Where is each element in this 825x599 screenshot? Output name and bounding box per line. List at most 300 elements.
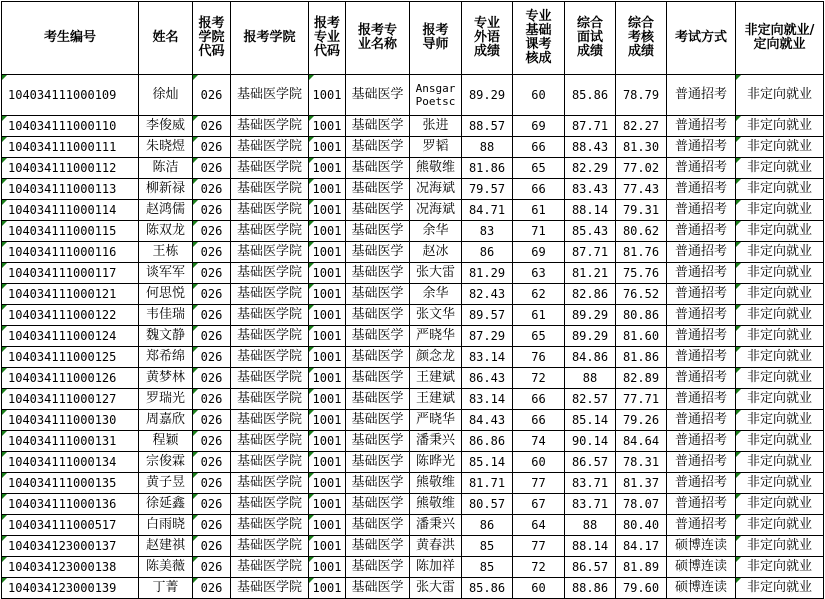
- cell-interview-score: 89.29: [565, 326, 616, 347]
- cell-interview-score: 85.86: [565, 75, 616, 116]
- cell-major-code: 1001: [309, 305, 346, 326]
- cell-employment-type: 非定向就业: [736, 221, 824, 242]
- cell-foreign-language-score: 81.86: [462, 158, 513, 179]
- cell-major-code: 1001: [309, 242, 346, 263]
- cell-name: 黄子昱: [139, 473, 193, 494]
- cell-employment-type: 非定向就业: [736, 473, 824, 494]
- cell-school-code: 026: [193, 200, 231, 221]
- cell-basic-course-score: 60: [513, 452, 565, 473]
- table-row: [2, 494, 824, 515]
- cell-comprehensive-score: 77.43: [616, 179, 667, 200]
- cell-major-code: 1001: [309, 263, 346, 284]
- cell-interview-score: 82.29: [565, 158, 616, 179]
- cell-candidate-id: 104034111000130: [2, 410, 139, 431]
- table-row: [2, 116, 824, 137]
- cell-supervisor: 陈加祥: [410, 557, 462, 578]
- cell-major-code: 1001: [309, 137, 346, 158]
- table-row: [2, 263, 824, 284]
- cell-employment-type: 非定向就业: [736, 116, 824, 137]
- table-row: [2, 410, 824, 431]
- cell-exam-type: 普通招考: [667, 326, 736, 347]
- cell-supervisor: 况海斌: [410, 200, 462, 221]
- cell-exam-type: 普通招考: [667, 410, 736, 431]
- cell-exam-type: 普通招考: [667, 116, 736, 137]
- table-row: [2, 326, 824, 347]
- cell-interview-score: 89.29: [565, 305, 616, 326]
- cell-comprehensive-score: 84.17: [616, 536, 667, 557]
- cell-school: 基础医学院: [231, 347, 309, 368]
- cell-candidate-id: 104034111000135: [2, 473, 139, 494]
- table-row: [2, 284, 824, 305]
- cell-major-name: 基础医学: [346, 242, 410, 263]
- cell-school-code: 026: [193, 221, 231, 242]
- cell-foreign-language-score: 84.43: [462, 410, 513, 431]
- cell-name: 罗瑞光: [139, 389, 193, 410]
- cell-exam-type: 普通招考: [667, 494, 736, 515]
- cell-basic-course-score: 69: [513, 242, 565, 263]
- cell-major-code: 1001: [309, 116, 346, 137]
- cell-major-code: 1001: [309, 158, 346, 179]
- cell-supervisor: 王建斌: [410, 389, 462, 410]
- cell-interview-score: 84.86: [565, 347, 616, 368]
- cell-basic-course-score: 77: [513, 473, 565, 494]
- table-row: [2, 347, 824, 368]
- cell-exam-type: 普通招考: [667, 200, 736, 221]
- cell-employment-type: 非定向就业: [736, 242, 824, 263]
- cell-major-code: 1001: [309, 410, 346, 431]
- cell-school: 基础医学院: [231, 305, 309, 326]
- table-row: [2, 221, 824, 242]
- cell-basic-course-score: 61: [513, 200, 565, 221]
- cell-major-name: 基础医学: [346, 389, 410, 410]
- cell-comprehensive-score: 81.86: [616, 347, 667, 368]
- cell-basic-course-score: 61: [513, 305, 565, 326]
- cell-foreign-language-score: 86: [462, 515, 513, 536]
- cell-foreign-language-score: 88.57: [462, 116, 513, 137]
- header-comprehensive-score: 综合考核成绩: [616, 2, 667, 75]
- cell-supervisor: 况海斌: [410, 179, 462, 200]
- cell-name: 陈洁: [139, 158, 193, 179]
- cell-comprehensive-score: 76.52: [616, 284, 667, 305]
- cell-supervisor: 王建斌: [410, 368, 462, 389]
- cell-supervisor: Ansgar Poetsc: [410, 75, 462, 116]
- cell-major-name: 基础医学: [346, 410, 410, 431]
- cell-major-code: 1001: [309, 326, 346, 347]
- cell-school: 基础医学院: [231, 75, 309, 116]
- cell-candidate-id: 104034111000117: [2, 263, 139, 284]
- cell-comprehensive-score: 81.76: [616, 242, 667, 263]
- cell-school-code: 026: [193, 179, 231, 200]
- cell-major-code: 1001: [309, 557, 346, 578]
- cell-major-name: 基础医学: [346, 452, 410, 473]
- cell-supervisor: 张大雷: [410, 263, 462, 284]
- cell-exam-type: 普通招考: [667, 75, 736, 116]
- cell-foreign-language-score: 85.86: [462, 578, 513, 599]
- cell-exam-type: 普通招考: [667, 242, 736, 263]
- cell-school: 基础医学院: [231, 242, 309, 263]
- cell-interview-score: 87.71: [565, 116, 616, 137]
- header-employment-type: 非定向就业/定向就业: [736, 2, 824, 75]
- cell-comprehensive-score: 84.64: [616, 431, 667, 452]
- cell-comprehensive-score: 81.60: [616, 326, 667, 347]
- cell-major-name: 基础医学: [346, 431, 410, 452]
- cell-major-name: 基础医学: [346, 200, 410, 221]
- cell-candidate-id: 104034123000138: [2, 557, 139, 578]
- cell-major-name: 基础医学: [346, 179, 410, 200]
- cell-name: 谈军军: [139, 263, 193, 284]
- cell-major-code: 1001: [309, 536, 346, 557]
- cell-exam-type: 普通招考: [667, 473, 736, 494]
- cell-major-name: 基础医学: [346, 284, 410, 305]
- cell-major-name: 基础医学: [346, 326, 410, 347]
- cell-foreign-language-score: 83.14: [462, 347, 513, 368]
- cell-interview-score: 86.57: [565, 452, 616, 473]
- table-row: [2, 75, 824, 116]
- cell-interview-score: 86.57: [565, 557, 616, 578]
- cell-interview-score: 83.71: [565, 473, 616, 494]
- cell-school-code: 026: [193, 389, 231, 410]
- cell-candidate-id: 104034111000121: [2, 284, 139, 305]
- cell-foreign-language-score: 83: [462, 221, 513, 242]
- table-row: [2, 452, 824, 473]
- cell-school: 基础医学院: [231, 221, 309, 242]
- header-supervisor: 报考导师: [410, 2, 462, 75]
- cell-major-name: 基础医学: [346, 305, 410, 326]
- cell-employment-type: 非定向就业: [736, 368, 824, 389]
- cell-candidate-id: 104034111000112: [2, 158, 139, 179]
- cell-foreign-language-score: 82.43: [462, 284, 513, 305]
- cell-exam-type: 普通招考: [667, 158, 736, 179]
- cell-school: 基础医学院: [231, 179, 309, 200]
- cell-school: 基础医学院: [231, 578, 309, 599]
- cell-name: 陈双龙: [139, 221, 193, 242]
- cell-name: 王栋: [139, 242, 193, 263]
- cell-basic-course-score: 66: [513, 410, 565, 431]
- cell-employment-type: 非定向就业: [736, 347, 824, 368]
- cell-school-code: 026: [193, 494, 231, 515]
- cell-exam-type: 普通招考: [667, 221, 736, 242]
- cell-exam-type: 普通招考: [667, 431, 736, 452]
- cell-employment-type: 非定向就业: [736, 158, 824, 179]
- cell-supervisor: 黄春洪: [410, 536, 462, 557]
- table-row: [2, 578, 824, 599]
- cell-comprehensive-score: 82.89: [616, 368, 667, 389]
- cell-exam-type: 普通招考: [667, 263, 736, 284]
- cell-school: 基础医学院: [231, 536, 309, 557]
- cell-basic-course-score: 77: [513, 536, 565, 557]
- cell-school-code: 026: [193, 284, 231, 305]
- cell-major-name: 基础医学: [346, 536, 410, 557]
- cell-comprehensive-score: 80.86: [616, 305, 667, 326]
- cell-interview-score: 82.57: [565, 389, 616, 410]
- cell-school: 基础医学院: [231, 389, 309, 410]
- table-row: [2, 536, 824, 557]
- cell-supervisor: 潘秉兴: [410, 515, 462, 536]
- cell-school: 基础医学院: [231, 494, 309, 515]
- cell-name: 黄梦林: [139, 368, 193, 389]
- cell-comprehensive-score: 81.89: [616, 557, 667, 578]
- cell-candidate-id: 104034111000136: [2, 494, 139, 515]
- table-body: [2, 75, 824, 599]
- header-basic-course-score: 专业基础课考核成: [513, 2, 565, 75]
- cell-candidate-id: 104034111000110: [2, 116, 139, 137]
- cell-school-code: 026: [193, 452, 231, 473]
- header-school: 报考学院: [231, 2, 309, 75]
- table-row: [2, 242, 824, 263]
- cell-supervisor: 颜念龙: [410, 347, 462, 368]
- cell-interview-score: 81.21: [565, 263, 616, 284]
- table-row: [2, 200, 824, 221]
- cell-major-code: 1001: [309, 221, 346, 242]
- table-row: [2, 368, 824, 389]
- cell-major-code: 1001: [309, 431, 346, 452]
- cell-name: 宗俊霖: [139, 452, 193, 473]
- header-foreign-language-score: 专业外语成绩: [462, 2, 513, 75]
- cell-exam-type: 普通招考: [667, 368, 736, 389]
- cell-supervisor: 严晓华: [410, 326, 462, 347]
- cell-foreign-language-score: 85: [462, 557, 513, 578]
- cell-supervisor: 潘秉兴: [410, 431, 462, 452]
- cell-exam-type: 普通招考: [667, 284, 736, 305]
- header-interview-score: 综合面试成绩: [565, 2, 616, 75]
- cell-major-code: 1001: [309, 389, 346, 410]
- cell-exam-type: 硕博连读: [667, 578, 736, 599]
- cell-major-name: 基础医学: [346, 137, 410, 158]
- cell-school-code: 026: [193, 410, 231, 431]
- cell-school-code: 026: [193, 158, 231, 179]
- table-row: [2, 305, 824, 326]
- cell-employment-type: 非定向就业: [736, 515, 824, 536]
- score-table-container: [1, 1, 824, 599]
- cell-candidate-id: 104034111000125: [2, 347, 139, 368]
- cell-supervisor: 罗韬: [410, 137, 462, 158]
- cell-school: 基础医学院: [231, 368, 309, 389]
- cell-major-code: 1001: [309, 347, 346, 368]
- cell-supervisor: 张进: [410, 116, 462, 137]
- cell-interview-score: 88.43: [565, 137, 616, 158]
- cell-candidate-id: 104034111000134: [2, 452, 139, 473]
- cell-candidate-id: 104034111000113: [2, 179, 139, 200]
- cell-foreign-language-score: 80.57: [462, 494, 513, 515]
- cell-interview-score: 83.43: [565, 179, 616, 200]
- cell-foreign-language-score: 87.29: [462, 326, 513, 347]
- cell-interview-score: 87.71: [565, 242, 616, 263]
- cell-comprehensive-score: 81.37: [616, 473, 667, 494]
- cell-name: 韦佳瑞: [139, 305, 193, 326]
- cell-school-code: 026: [193, 75, 231, 116]
- cell-school: 基础医学院: [231, 557, 309, 578]
- cell-candidate-id: 104034111000115: [2, 221, 139, 242]
- cell-basic-course-score: 69: [513, 116, 565, 137]
- cell-exam-type: 硕博连读: [667, 536, 736, 557]
- cell-school: 基础医学院: [231, 452, 309, 473]
- cell-school: 基础医学院: [231, 137, 309, 158]
- header-exam-type: 考试方式: [667, 2, 736, 75]
- cell-name: 何思悦: [139, 284, 193, 305]
- cell-supervisor: 张大雷: [410, 578, 462, 599]
- cell-school-code: 026: [193, 242, 231, 263]
- cell-school: 基础医学院: [231, 431, 309, 452]
- table-row: [2, 515, 824, 536]
- cell-comprehensive-score: 79.60: [616, 578, 667, 599]
- cell-name: 魏文静: [139, 326, 193, 347]
- cell-employment-type: 非定向就业: [736, 263, 824, 284]
- cell-school: 基础医学院: [231, 284, 309, 305]
- cell-interview-score: 90.14: [565, 431, 616, 452]
- cell-school: 基础医学院: [231, 200, 309, 221]
- cell-comprehensive-score: 77.71: [616, 389, 667, 410]
- cell-employment-type: 非定向就业: [736, 536, 824, 557]
- cell-school-code: 026: [193, 263, 231, 284]
- cell-name: 徐延鑫: [139, 494, 193, 515]
- cell-basic-course-score: 74: [513, 431, 565, 452]
- cell-interview-score: 88.14: [565, 200, 616, 221]
- cell-employment-type: 非定向就业: [736, 137, 824, 158]
- header-row: [2, 2, 824, 75]
- cell-foreign-language-score: 88: [462, 137, 513, 158]
- cell-candidate-id: 104034111000126: [2, 368, 139, 389]
- cell-exam-type: 普通招考: [667, 305, 736, 326]
- cell-comprehensive-score: 80.62: [616, 221, 667, 242]
- cell-foreign-language-score: 79.57: [462, 179, 513, 200]
- cell-candidate-id: 104034111000111: [2, 137, 139, 158]
- header-school-code: 报考学院代码: [193, 2, 231, 75]
- cell-comprehensive-score: 78.79: [616, 75, 667, 116]
- cell-major-code: 1001: [309, 284, 346, 305]
- cell-comprehensive-score: 79.31: [616, 200, 667, 221]
- cell-school: 基础医学院: [231, 116, 309, 137]
- cell-school-code: 026: [193, 347, 231, 368]
- cell-major-code: 1001: [309, 515, 346, 536]
- cell-school-code: 026: [193, 116, 231, 137]
- cell-name: 赵建祺: [139, 536, 193, 557]
- table-row: [2, 389, 824, 410]
- cell-exam-type: 普通招考: [667, 137, 736, 158]
- cell-name: 柳新禄: [139, 179, 193, 200]
- cell-basic-course-score: 64: [513, 515, 565, 536]
- cell-interview-score: 88: [565, 515, 616, 536]
- cell-exam-type: 普通招考: [667, 389, 736, 410]
- cell-comprehensive-score: 78.07: [616, 494, 667, 515]
- cell-school-code: 026: [193, 473, 231, 494]
- table-row: [2, 137, 824, 158]
- cell-exam-type: 普通招考: [667, 179, 736, 200]
- table-row: [2, 179, 824, 200]
- cell-name: 郑希绵: [139, 347, 193, 368]
- cell-school-code: 026: [193, 578, 231, 599]
- cell-name: 朱晓煜: [139, 137, 193, 158]
- cell-basic-course-score: 65: [513, 158, 565, 179]
- cell-employment-type: 非定向就业: [736, 452, 824, 473]
- cell-name: 程颖: [139, 431, 193, 452]
- cell-school-code: 026: [193, 368, 231, 389]
- cell-school: 基础医学院: [231, 326, 309, 347]
- cell-name: 周嘉欣: [139, 410, 193, 431]
- cell-comprehensive-score: 80.40: [616, 515, 667, 536]
- table-row: [2, 473, 824, 494]
- cell-interview-score: 83.71: [565, 494, 616, 515]
- cell-supervisor: 严晓华: [410, 410, 462, 431]
- cell-major-name: 基础医学: [346, 557, 410, 578]
- header-candidate-id: 考生编号: [2, 2, 139, 75]
- cell-foreign-language-score: 83.14: [462, 389, 513, 410]
- cell-basic-course-score: 60: [513, 578, 565, 599]
- cell-school: 基础医学院: [231, 515, 309, 536]
- cell-school-code: 026: [193, 515, 231, 536]
- cell-major-name: 基础医学: [346, 221, 410, 242]
- cell-employment-type: 非定向就业: [736, 200, 824, 221]
- cell-name: 白雨晓: [139, 515, 193, 536]
- cell-exam-type: 普通招考: [667, 515, 736, 536]
- cell-major-code: 1001: [309, 452, 346, 473]
- cell-major-name: 基础医学: [346, 578, 410, 599]
- cell-basic-course-score: 71: [513, 221, 565, 242]
- cell-supervisor: 余华: [410, 221, 462, 242]
- cell-candidate-id: 104034111000122: [2, 305, 139, 326]
- cell-basic-course-score: 67: [513, 494, 565, 515]
- cell-employment-type: 非定向就业: [736, 410, 824, 431]
- cell-basic-course-score: 62: [513, 284, 565, 305]
- cell-name: 李俊威: [139, 116, 193, 137]
- cell-school: 基础医学院: [231, 263, 309, 284]
- cell-major-name: 基础医学: [346, 75, 410, 116]
- score-table: [1, 1, 824, 599]
- cell-major-name: 基础医学: [346, 515, 410, 536]
- cell-candidate-id: 104034111000127: [2, 389, 139, 410]
- header-major-code: 报考专业代码: [309, 2, 346, 75]
- cell-major-code: 1001: [309, 494, 346, 515]
- cell-interview-score: 88: [565, 368, 616, 389]
- cell-major-code: 1001: [309, 179, 346, 200]
- cell-supervisor: 熊敬维: [410, 494, 462, 515]
- cell-candidate-id: 104034111000131: [2, 431, 139, 452]
- cell-foreign-language-score: 86: [462, 242, 513, 263]
- table-row: [2, 557, 824, 578]
- cell-name: 徐灿: [139, 75, 193, 116]
- cell-interview-score: 82.86: [565, 284, 616, 305]
- cell-comprehensive-score: 75.76: [616, 263, 667, 284]
- cell-major-code: 1001: [309, 473, 346, 494]
- cell-major-code: 1001: [309, 578, 346, 599]
- cell-supervisor: 张文华: [410, 305, 462, 326]
- cell-comprehensive-score: 78.31: [616, 452, 667, 473]
- cell-school: 基础医学院: [231, 410, 309, 431]
- header-name: 姓名: [139, 2, 193, 75]
- cell-exam-type: 普通招考: [667, 452, 736, 473]
- cell-employment-type: 非定向就业: [736, 326, 824, 347]
- cell-major-name: 基础医学: [346, 158, 410, 179]
- cell-major-name: 基础医学: [346, 347, 410, 368]
- cell-interview-score: 88.86: [565, 578, 616, 599]
- cell-major-name: 基础医学: [346, 116, 410, 137]
- cell-major-code: 1001: [309, 368, 346, 389]
- cell-major-name: 基础医学: [346, 263, 410, 284]
- cell-supervisor: 余华: [410, 284, 462, 305]
- cell-employment-type: 非定向就业: [736, 389, 824, 410]
- cell-candidate-id: 104034123000137: [2, 536, 139, 557]
- cell-basic-course-score: 60: [513, 75, 565, 116]
- cell-foreign-language-score: 85.14: [462, 452, 513, 473]
- cell-employment-type: 非定向就业: [736, 578, 824, 599]
- cell-basic-course-score: 63: [513, 263, 565, 284]
- cell-school-code: 026: [193, 536, 231, 557]
- cell-comprehensive-score: 82.27: [616, 116, 667, 137]
- cell-foreign-language-score: 84.71: [462, 200, 513, 221]
- cell-school-code: 026: [193, 305, 231, 326]
- cell-employment-type: 非定向就业: [736, 75, 824, 116]
- cell-basic-course-score: 65: [513, 326, 565, 347]
- cell-foreign-language-score: 86.86: [462, 431, 513, 452]
